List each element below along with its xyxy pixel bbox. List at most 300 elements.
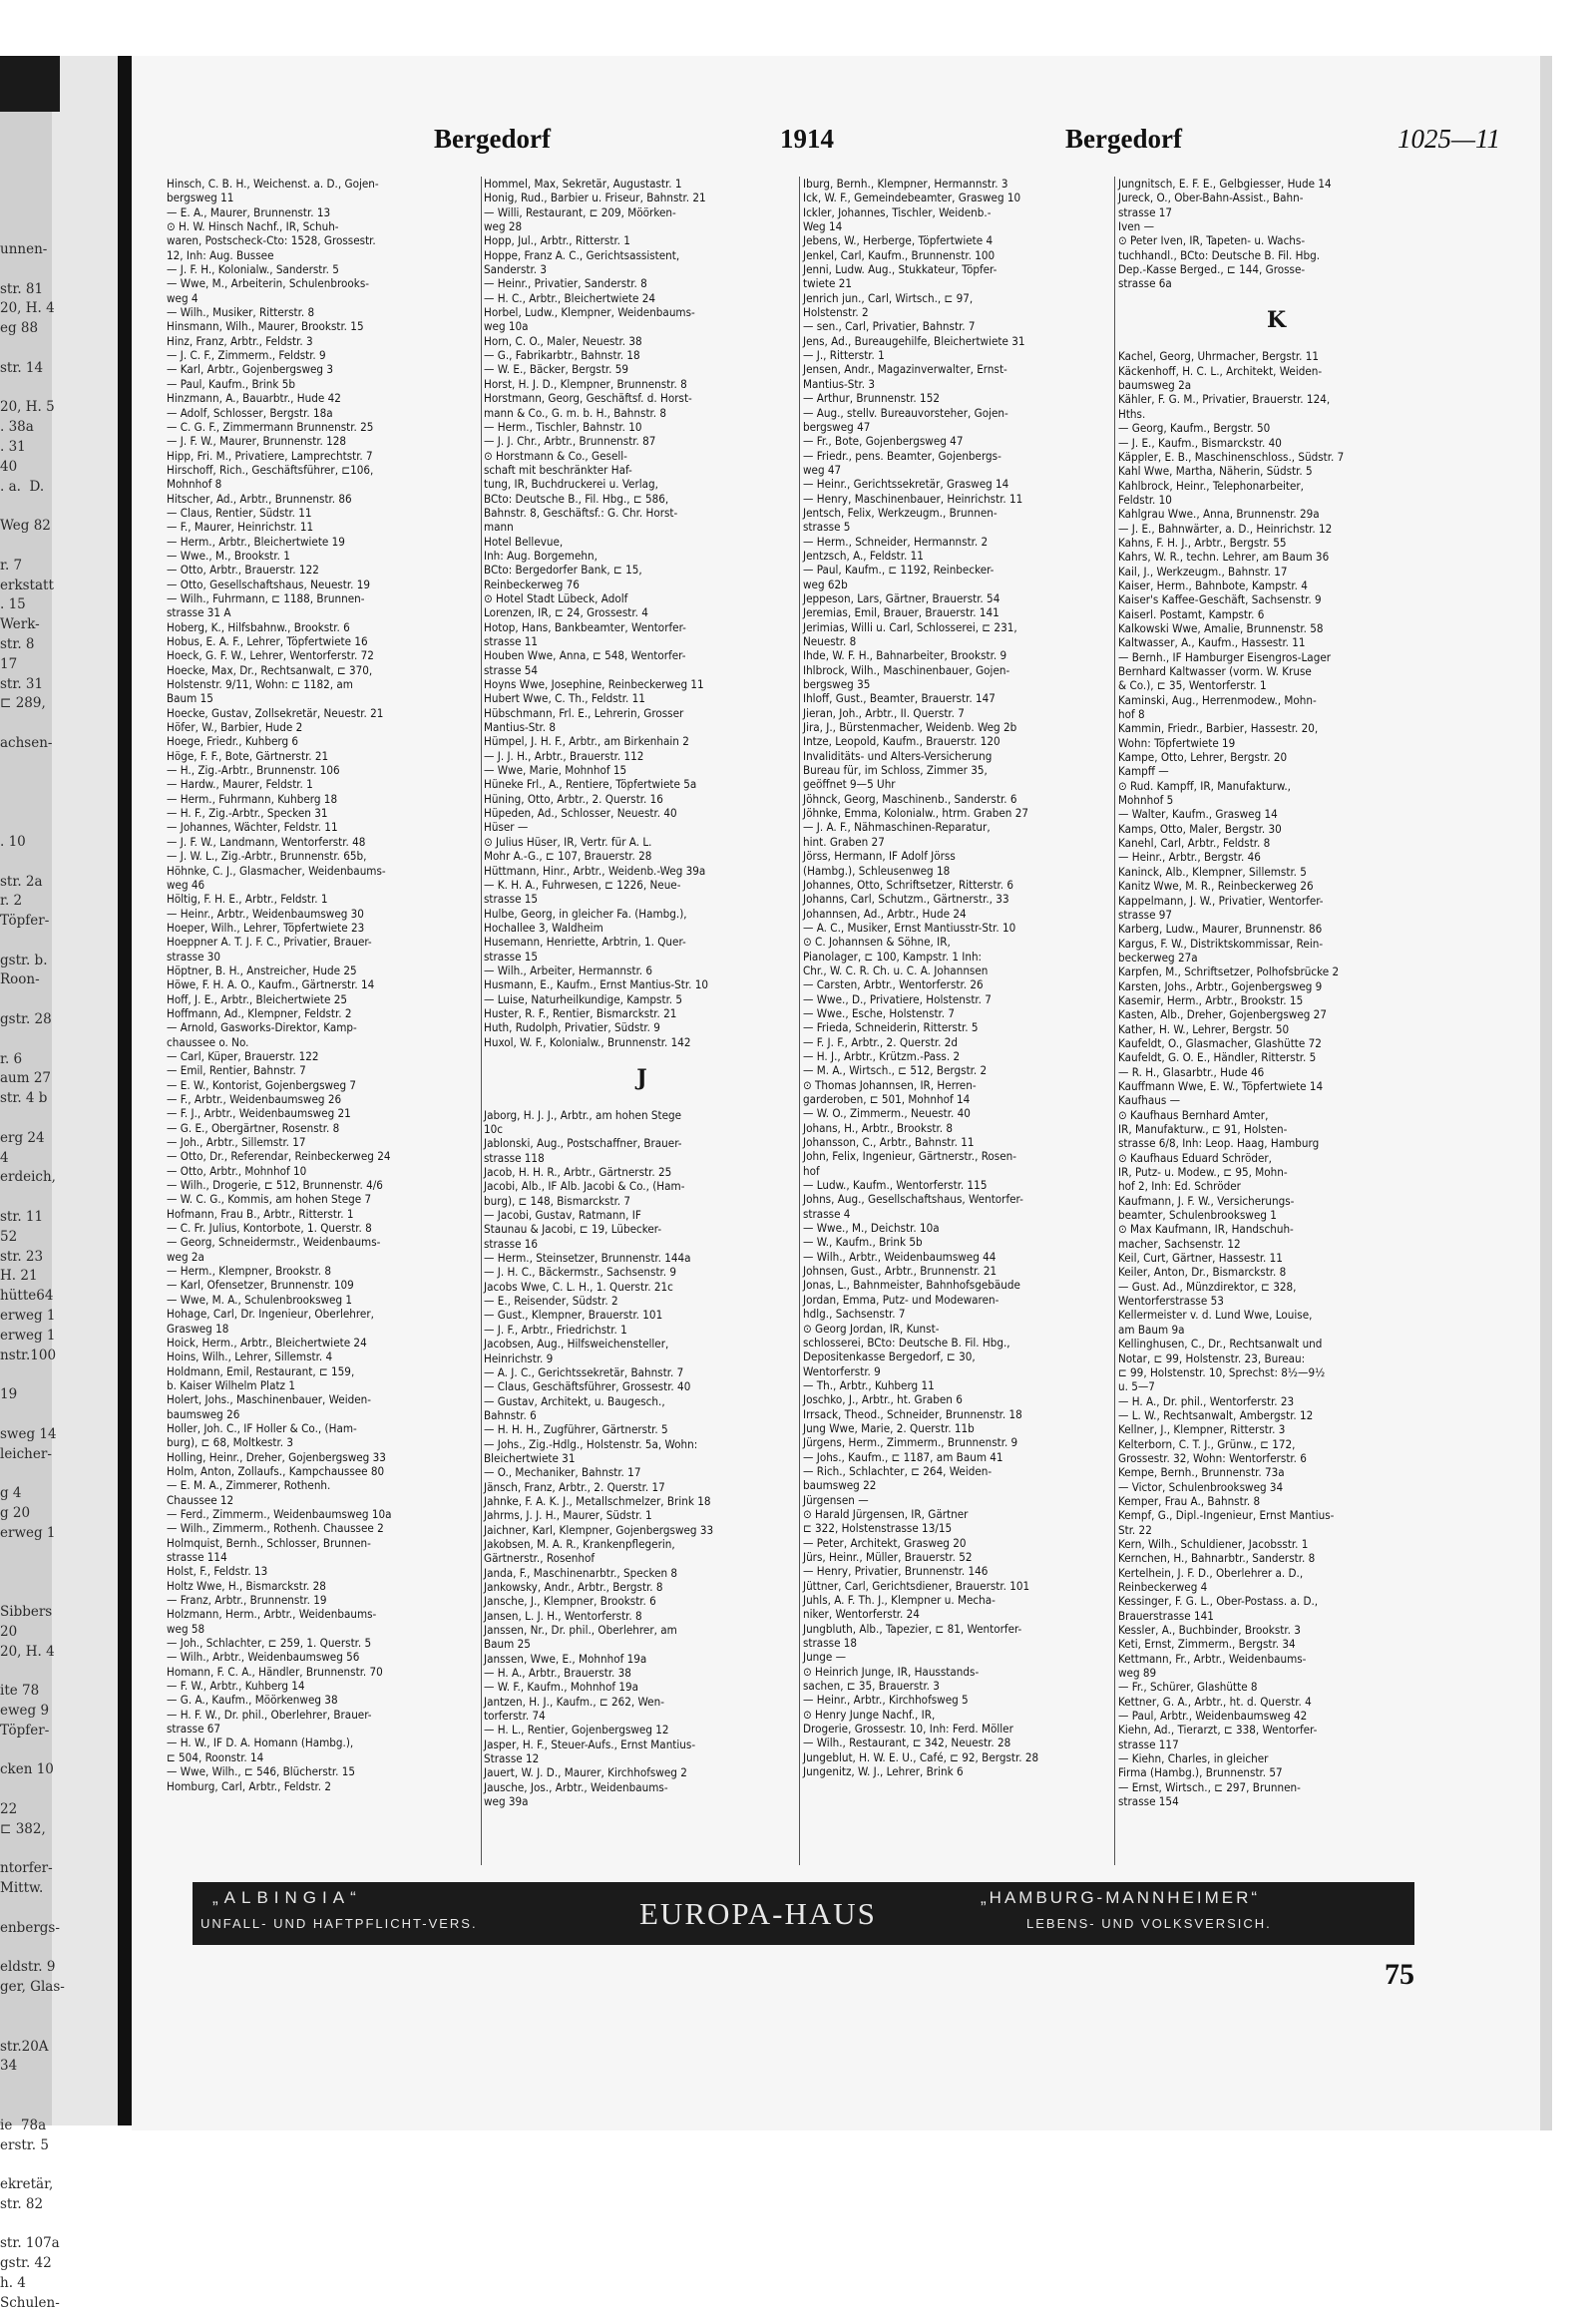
directory-entry-line: Kähler, F. G. M., Privatier, Brauerstr. 124,: [1118, 392, 1331, 407]
directory-entry-line: — Bernh., IF Hamburger Eisengros-Lager: [1118, 649, 1332, 664]
directory-entry-line: — J. F. W., Maurer, Brunnenstr. 128: [167, 434, 347, 449]
directory-entry-line: — Heinr., Arbtr., Weidenbaumsweg 30: [167, 906, 364, 921]
directory-entry-line: Husemann, Henriette, Arbtrin, 1. Quer-: [484, 935, 686, 950]
directory-entry-line: Depositenkasse Bergedorf, ⊏ 30,: [803, 1350, 976, 1364]
directory-entry-line: Höge, F. F., Bote, Gärtnerstr. 21: [167, 748, 329, 763]
left-page-line: [0, 1741, 60, 1761]
directory-entry-line: Honig, Rud., Barbier u. Friseur, Bahnstr. 21: [484, 191, 706, 205]
directory-entry-line: — O., Mechaniker, Bahnstr. 17: [484, 1465, 641, 1480]
directory-entry-line: — H. L., Rentier, Gojenbergsweg 12: [484, 1723, 669, 1737]
directory-entry-line: Ihloff, Gust., Beamter, Brauerstr. 147: [803, 691, 996, 706]
directory-entry-line: Janda, F., Maschinenarbtr., Specken 8: [484, 1565, 678, 1580]
directory-entry-line: Kaninck, Alb., Klempner, Sillemstr. 5: [1118, 864, 1307, 879]
directory-entry-line: — Wilh., Zimmerm., Rothenh. Chaussee 2: [167, 1521, 384, 1536]
directory-entry-line: — W. O., Zimmerm., Neuestr. 40: [803, 1106, 971, 1121]
directory-entry-line: Kasemir, Herm., Arbtr., Brookstr. 15: [1118, 992, 1304, 1007]
directory-entry-line: — Walter, Kaufm., Grasweg 14: [1118, 807, 1278, 822]
directory-entry-line: Hoecke, Max, Dr., Rechtsanwalt, ⊏ 370,: [167, 662, 373, 677]
directory-entry-line: — K. H. A., Fuhrwesen, ⊏ 1226, Neue-: [484, 877, 681, 892]
directory-entry-line: strasse 6a: [1118, 276, 1172, 291]
directory-entry-line: Hoppe, Franz A. C., Gerichtsassistent,: [484, 247, 680, 262]
directory-entry-line: — Ernst, Wirtsch., ⊏ 297, Brunnen-: [1118, 1779, 1301, 1794]
left-page-line: str. 81: [0, 280, 44, 297]
directory-entry-line: Bahnstr. 8, Geschäftsf.: G. Chr. Horst-: [484, 505, 678, 520]
directory-entry-line: weg 47: [803, 462, 842, 477]
left-page-line: str. 8: [0, 635, 35, 652]
directory-entry-line: Höptner, B. H., Anstreicher, Hude 25: [167, 963, 357, 977]
left-page-line: gstr. b.: [0, 952, 48, 968]
directory-entry-line: Jacob, H. H. R., Arbtr., Gärtnerstr. 25: [484, 1165, 672, 1180]
left-page-line: gstr. 42: [0, 2255, 52, 2272]
directory-entry-line: Jörss, Hermann, IF Adolf Jörss: [803, 849, 956, 864]
left-page-line: 34: [0, 2058, 18, 2075]
directory-entry-line: Horn, C. O., Maler, Neuestr. 38: [484, 333, 642, 348]
directory-entry-line: — Georg, Schneidermstr., Weidenbaums-: [167, 1235, 381, 1250]
directory-entry-line: — Arnold, Gasworks-Direktor, Kamp-: [167, 1020, 357, 1035]
directory-entry-line: Ickler, Johannes, Tischler, Weidenb.-: [803, 204, 992, 219]
directory-entry-line: Hoffmann, Ad., Klempner, Feldstr. 2: [167, 1005, 352, 1020]
directory-entry-line: Höfer, W., Barbier, Hude 2: [167, 720, 303, 735]
directory-entry-line: Wohn: Töpfertwiete 19: [1118, 735, 1236, 750]
directory-entry-line: Kaiser's Kaffee-Geschäft, Sachsenstr. 9: [1118, 592, 1322, 607]
directory-entry-line: — Herm., Arbtr., Bleichertwiete 19: [167, 534, 345, 549]
directory-entry-line: — Fr., Schürer, Glashütte 8: [1118, 1680, 1258, 1695]
directory-entry-line: Jens, Ad., Bureaugehilfe, Bleichertwiete 31: [803, 333, 1025, 348]
left-page-line: H. 21: [0, 1268, 38, 1285]
left-page-line: Sibbers: [0, 1603, 53, 1620]
directory-entry-line: ⊏ 504, Roonstr. 14: [167, 1749, 264, 1764]
left-page-line: [0, 339, 60, 359]
directory-entry-line: Jürs, Heinr., Müller, Brauerstr. 52: [803, 1550, 973, 1564]
directory-entry-line: Jungbluth, Alb., Tapezier, ⊏ 81, Wentorfer-: [803, 1621, 1022, 1636]
directory-entry-line: Junge —: [803, 1650, 847, 1665]
directory-entry-line: — J. E., Bahnwärter, a. D., Heinrichstr. 12: [1118, 521, 1333, 536]
left-page-line: ie 78a: [0, 2117, 47, 2133]
directory-entry-line: — F. J., Arbtr., Weidenbaumsweg 21: [167, 1106, 351, 1121]
directory-entry-line: — Franz, Arbtr., Brunnenstr. 19: [167, 1593, 327, 1608]
directory-entry-line: — Wilh., Drogerie, ⊏ 512, Brunnenstr. 4/6: [167, 1178, 383, 1193]
left-page-line: [0, 1030, 60, 1050]
directory-entry-line: Hoins, Wilh., Lehrer, Sillemstr. 4: [167, 1350, 333, 1364]
directory-entry-line: — Wwe., M., Brookstr. 1: [167, 548, 290, 563]
directory-entry-line: Johannsen, Ad., Arbtr., Hude 24: [803, 906, 967, 921]
directory-entry-line: Kasten, Alb., Dreher, Gojenbergsweg 27: [1118, 1007, 1327, 1022]
left-page-line: [0, 1840, 60, 1860]
left-page-line: [0, 1998, 60, 2018]
directory-entry-line: weg 39a: [484, 1794, 529, 1809]
left-page-line: aum 27: [0, 1070, 52, 1087]
directory-entry-line: strasse 15: [484, 892, 539, 907]
directory-entry-line: Johansson, C., Arbtr., Bahnstr. 11: [803, 1135, 975, 1150]
directory-entry-line: — Ferd., Zimmerm., Weidenbaumsweg 10a: [167, 1506, 392, 1521]
directory-entry-line: Jungenitz, W. J., Lehrer, Brink 6: [803, 1764, 964, 1779]
directory-entry-line: Kaiser, Herm., Bahnbote, Kampstr. 4: [1118, 578, 1308, 592]
directory-entry-line: Str. 22: [1118, 1522, 1152, 1537]
directory-entry-line: — Karl, Ofensetzer, Brunnenstr. 109: [167, 1278, 354, 1293]
directory-entry-line: Jeppeson, Lars, Gärtner, Brauerstr. 54: [803, 590, 1000, 605]
directory-entry-line: — Karl, Arbtr., Gojenbergsweg 3: [167, 362, 333, 377]
left-page-line: [0, 793, 60, 813]
directory-entry-line: Jentsch, Felix, Werkzeugm., Brunnen-: [803, 505, 998, 520]
directory-entry-line: Juhls, A. F. Th. J., Klempner u. Mecha-: [803, 1593, 996, 1608]
left-page-line: ekretär,: [0, 2176, 54, 2193]
directory-entry-line: Kahlgrau Wwe., Anna, Brunnenstr. 29a: [1118, 507, 1320, 522]
directory-entry-line: Horstmann, Georg, Geschäftsf. d. Horst-: [484, 391, 692, 406]
directory-entry-line: Feldstr. 10: [1118, 492, 1172, 507]
directory-entry-line: strasse 5: [803, 520, 851, 535]
directory-entry-line: Lorenzen, IR, ⊏ 24, Grossestr. 4: [484, 605, 648, 620]
directory-entry-line: — Henry, Privatier, Brunnenstr. 146: [803, 1564, 989, 1579]
left-page-line: [0, 2097, 60, 2117]
left-page-line: r. 2: [0, 893, 23, 910]
directory-entry-line: — Otto, Gesellschaftshaus, Neuestr. 19: [167, 577, 371, 591]
directory-entry-line: Käppler, E. B., Maschinenschloss., Südstr. 7: [1118, 449, 1345, 464]
left-page-line: [0, 1365, 60, 1385]
directory-entry-line: — G., Fabrikarbtr., Bahnstr. 18: [484, 348, 640, 363]
directory-entry-line: — Gust., Klempner, Brauerstr. 101: [484, 1308, 663, 1323]
directory-entry-line: ⊙ Harald Jürgensen, IR, Gärtner: [803, 1506, 969, 1521]
directory-entry-line: Höhnke, C. J., Glasmacher, Weidenbaums-: [167, 863, 386, 878]
directory-entry-line: Holzmann, Herm., Arbtr., Weidenbaums-: [167, 1607, 377, 1622]
directory-entry-line: Hoff, J. E., Arbtr., Bleichertwiete 25: [167, 991, 347, 1006]
directory-entry-line: Holst, F., Feldstr. 13: [167, 1564, 268, 1579]
directory-entry-line: Bureau für, im Schloss, Zimmer 35,: [803, 763, 988, 778]
directory-entry-line: Chr., W. C. R. Ch. u. C. A. Johannsen: [803, 963, 989, 977]
left-page-line: . 31: [0, 438, 26, 455]
directory-entry-line: Jänsch, Franz, Arbtr., 2. Querstr. 17: [484, 1479, 665, 1494]
directory-entry-line: Hübschmann, Frl. E., Lehrerin, Grosser: [484, 705, 684, 720]
directory-column-2: [484, 177, 800, 1809]
directory-entry-line: Johns, Aug., Gesellschaftshaus, Wentorfer-: [803, 1192, 1023, 1207]
left-page-line: [0, 2018, 60, 2038]
directory-entry-line: Hohage, Carl, Dr. Ingenieur, Oberlehrer,: [167, 1307, 374, 1322]
left-page-line: 19: [0, 1386, 18, 1403]
directory-entry-line: — Arthur, Brunnenstr. 152: [803, 391, 940, 406]
directory-entry-line: — J. H. C., Bäckermstr., Sachsenstr. 9: [484, 1265, 677, 1280]
left-page-line: str. 107a: [0, 2235, 60, 2252]
left-page-line: ite 78: [0, 1683, 40, 1700]
directory-entry-line: — H., Zig.-Arbtr., Brunnenstr. 106: [167, 763, 340, 778]
directory-entry-line: — Hardw., Maurer, Feldstr. 1: [167, 777, 313, 792]
directory-entry-line: — A. C., Musiker, Ernst Mantiusstr-Str. 10: [803, 920, 1016, 935]
directory-entry-line: Jasper, H. F., Steuer-Aufs., Ernst Mantius-: [484, 1736, 696, 1751]
directory-entry-line: Jablonski, Aug., Postschaffner, Brauer-: [484, 1136, 682, 1151]
directory-entry-line: Jacobi, Alb., IF Alb. Jacobi & Co., (Ham-: [484, 1179, 685, 1194]
directory-entry-line: — Wwe., M., Deichstr. 10a: [803, 1221, 940, 1236]
left-page-line: 4: [0, 1149, 9, 1166]
directory-entry-line: Hoeck, G. F. W., Lehrer, Wentorferstr. 72: [167, 648, 374, 663]
left-page-line: Mittw.: [0, 1880, 44, 1897]
directory-entry-line: Staunau & Jacobi, ⊏ 19, Lübecker-: [484, 1222, 662, 1237]
directory-entry-line: hof 8: [1118, 707, 1145, 722]
directory-entry-line: ⊙ Henry Junge Nachf., IR,: [803, 1707, 936, 1722]
directory-entry-line: — Wilh., Restaurant, ⊏ 342, Neuestr. 28: [803, 1736, 1011, 1750]
directory-entry-line: strasse 4: [803, 1206, 851, 1221]
directory-entry-line: — J. E., Kaufm., Bismarckstr. 40: [1118, 435, 1282, 450]
directory-entry-line: — Wwe., Esche, Holstenstr. 7: [803, 1005, 956, 1020]
directory-entry-line: Baum 25: [484, 1637, 531, 1652]
left-page-line: [0, 1464, 60, 1484]
directory-entry-line: Jentzsch, A., Feldstr. 11: [803, 548, 924, 563]
directory-entry-line: — Otto, Arbtr., Mohnhof 10: [167, 1163, 307, 1178]
directory-entry-line: Kertelhein, J. F. D., Oberlehrer a. D.,: [1118, 1565, 1304, 1580]
directory-entry-line: Kernchen, H., Bahnarbtr., Sanderstr. 8: [1118, 1551, 1316, 1566]
directory-entry-line: Strasse 12: [484, 1751, 540, 1766]
directory-entry-line: — W. F., Kaufm., Mohnhof 19a: [484, 1680, 639, 1695]
directory-entry-line: Kaufeldt, G. O. E., Händler, Ritterstr. 5: [1118, 1050, 1317, 1065]
directory-entry-line: strasse 30: [167, 949, 221, 964]
left-page-fragment: [0, 56, 118, 2311]
left-page-line: ntorfer-: [0, 1860, 53, 1877]
directory-entry-line: — Claus, Rentier, Südstr. 11: [167, 505, 312, 520]
directory-entry-line: — Friedr., pens. Beamter, Gojenbergs-: [803, 448, 1001, 463]
directory-entry-line: Jieran, Joh., Arbtr., II. Querstr. 7: [803, 705, 965, 720]
directory-entry-line: — Adolf, Schlosser, Bergstr. 18a: [167, 405, 333, 420]
directory-entry-line: — Aug., stellv. Bureauvorsteher, Gojen-: [803, 405, 1008, 420]
directory-entry-line: strasse 154: [1118, 1794, 1179, 1809]
directory-entry-line: twiete 21: [803, 276, 853, 291]
directory-entry-line: am Baum 9a: [1118, 1322, 1185, 1337]
directory-entry-line: Hoick, Herm., Arbtr., Bleichertwiete 24: [167, 1335, 367, 1350]
directory-entry-line: Kampe, Otto, Lehrer, Bergstr. 20: [1118, 750, 1288, 765]
left-page-line: erstr. 5: [0, 2136, 49, 2153]
directory-entry-line: Kaufhaus —: [1118, 1093, 1181, 1108]
directory-entry-line: — Heinr., Gerichtssekretär, Grasweg 14: [803, 477, 1009, 492]
left-page-line: . 38a: [0, 419, 34, 436]
directory-entry-line: schlosserei, BCto: Deutsche B. Fil. Hbg.,: [803, 1335, 1010, 1350]
directory-entry-line: — R. H., Glasarbtr., Hude 46: [1118, 1064, 1265, 1079]
directory-entry-line: Mohnhof 8: [167, 477, 222, 492]
directory-entry-line: — F. J. F., Arbtr., 2. Querstr. 2d: [803, 1034, 958, 1049]
left-page-line: [0, 1405, 60, 1425]
directory-entry-line: — Gustav, Architekt, u. Baugesch.,: [484, 1393, 665, 1408]
directory-entry-line: Hoeppner A. T. J. F. C., Privatier, Brauer-: [167, 935, 372, 950]
directory-entry-line: — Frieda, Schneiderin, Ritterstr. 5: [803, 1020, 979, 1035]
directory-entry-line: Karpfen, M., Schriftsetzer, Polhofsbrücke 2: [1118, 964, 1340, 979]
directory-entry-line: weg 4: [167, 290, 199, 305]
directory-entry-line: — Wilh., Fuhrmann, ⊏ 1188, Brunnen-: [167, 590, 365, 605]
left-page-line: 52: [0, 1228, 18, 1245]
directory-entry-line: Wentorferstrasse 53: [1118, 1294, 1224, 1309]
directory-entry-line: — Ludw., Kaufm., Wentorferstr. 115: [803, 1178, 988, 1193]
directory-entry-line: burg), ⊏ 148, Bismarckstr. 7: [484, 1193, 631, 1208]
left-page-line: [0, 1662, 60, 1682]
directory-entry-line: mann & Co., G. m. b. H., Bahnstr. 8: [484, 405, 667, 420]
directory-entry-line: Holling, Heinr., Dreher, Gojenbergsweg 33: [167, 1449, 386, 1464]
directory-entry-line: Jensen, Andr., Magazinverwalter, Ernst-: [803, 362, 1007, 377]
directory-entry-line: Keti, Ernst, Zimmerm., Bergstr. 34: [1118, 1637, 1296, 1652]
directory-entry-line: — F. W., Arbtr., Kuhberg 14: [167, 1679, 305, 1694]
directory-entry-line: J: [636, 1065, 647, 1092]
directory-entry-line: Jakobsen, M. A. R., Krankenpflegerin,: [484, 1536, 675, 1551]
left-page-line: [0, 1188, 60, 1208]
directory-entry-line: Hinzmann, A., Bauarbtr., Hude 42: [167, 391, 341, 406]
directory-entry-line: Jansen, L. J. H., Wentorferstr. 8: [484, 1608, 642, 1623]
directory-entry-line: & Co.), ⊏ 35, Wentorferstr. 1: [1118, 678, 1267, 693]
left-page-line: [0, 2077, 60, 2097]
directory-entry-line: — Johannes, Wächter, Feldstr. 11: [167, 820, 338, 835]
directory-entry-line: — G. A., Kaufm., Möörkenweg 38: [167, 1693, 338, 1708]
left-page-line: [0, 1899, 60, 1919]
directory-entry-line: Kappelmann, J. W., Privatier, Wentorfer-: [1118, 893, 1324, 908]
directory-entry-line: beamter, Schulenbrooksweg 1: [1118, 1208, 1277, 1223]
directory-entry-line: Horst, H. J. D., Klempner, Brunnenstr. 8: [484, 376, 687, 391]
directory-entry-line: Hoeper, Wilh., Lehrer, Töpfertwiete 23: [167, 920, 365, 935]
directory-entry-line: Kellinghusen, C., Dr., Rechtsanwalt und: [1118, 1337, 1323, 1351]
directory-entry-line: Kauffmann Wwe, E. W., Töpfertwiete 14: [1118, 1078, 1324, 1093]
directory-entry-line: ⊙ Rud. Kampff, IR, Manufakturw.,: [1118, 778, 1291, 793]
left-page-line: Werk-: [0, 616, 40, 633]
directory-entry-line: Weg 14: [803, 219, 843, 234]
left-page-line: Roon-: [0, 971, 40, 988]
directory-entry-line: Intze, Leopold, Kaufm., Brauerstr. 120: [803, 734, 1000, 749]
directory-entry-line: Hinsmann, Wilh., Maurer, Brookstr. 15: [167, 319, 364, 334]
left-page-line: [0, 932, 60, 952]
directory-entry-line: Kail, J., Werkzeugm., Bahnstr. 17: [1118, 564, 1288, 578]
directory-entry-line: Johannes, Otto, Schriftsetzer, Ritterstr. 6: [803, 877, 1014, 892]
left-page-line: hütte64: [0, 1288, 54, 1305]
directory-entry-line: Wentorferstr. 9: [803, 1363, 881, 1378]
directory-entry-line: — E., Reisender, Südstr. 2: [484, 1294, 618, 1309]
left-page-line: str. 14: [0, 359, 44, 376]
directory-entry-line: Keiler, Anton, Dr., Bismarckstr. 8: [1118, 1265, 1287, 1280]
directory-entry-line: Heinrichstr. 9: [484, 1350, 554, 1365]
directory-entry-line: — H. A., Dr. phil., Wentorferstr. 23: [1118, 1393, 1295, 1408]
directory-entry-line: — Luise, Naturheilkundige, Kampstr. 5: [484, 991, 683, 1006]
directory-entry-line: — Willi, Restaurant, ⊏ 209, Möörken-: [484, 204, 676, 219]
directory-entry-line: — W. C. G., Kommis, am hohen Stege 7: [167, 1192, 372, 1207]
directory-entry-line: — Wwe, Wilh., ⊏ 546, Blücherstr. 15: [167, 1764, 355, 1779]
directory-entry-line: — Heinr., Privatier, Sanderstr. 8: [484, 276, 647, 291]
directory-entry-line: b. Kaiser Wilhelm Platz 1: [167, 1377, 295, 1392]
directory-entry-line: — E. W., Kontorist, Gojenbergsweg 7: [167, 1077, 357, 1092]
left-page-line: [0, 990, 60, 1010]
left-page-line: Weg 82: [0, 518, 51, 535]
directory-entry-line: Iven —: [1118, 219, 1155, 234]
directory-entry-line: Kahns, F. H. J., Arbtr., Bergstr. 55: [1118, 535, 1287, 550]
directory-entry-line: Hoberg, K., Hilfsbahnw., Brookstr. 6: [167, 619, 350, 634]
directory-entry-line: — Herm., Fuhrmann, Kuhberg 18: [167, 791, 338, 806]
directory-entry-line: — H. A., Arbtr., Brauerstr. 38: [484, 1666, 631, 1681]
directory-entry-line: strasse 118: [484, 1150, 545, 1165]
directory-entry-line: Hobus, E. A. F., Lehrer, Töpfertwiete 16: [167, 634, 368, 648]
directory-entry-line: Hoecke, Gustav, Zollsekretär, Neuestr. 21: [167, 705, 384, 720]
directory-entry-line: Jenni, Ludw. Aug., Stukkateur, Töpfer-: [803, 262, 998, 277]
directory-entry-line: Johnsen, Gust., Arbtr., Brunnenstr. 21: [803, 1264, 998, 1279]
directory-entry-line: beckerweg 27a: [1118, 950, 1198, 964]
directory-entry-line: weg 10a: [484, 319, 529, 334]
directory-entry-line: — J. W. L., Zig.-Arbtr., Brunnenstr. 65b,: [167, 849, 367, 864]
directory-entry-line: Kahl Wwe, Martha, Näherin, Südstr. 5: [1118, 464, 1313, 479]
directory-entry-line: Holtz Wwe, H., Bismarckstr. 28: [167, 1578, 326, 1593]
directory-entry-line: Jankowsky, Andr., Arbtr., Bergstr. 8: [484, 1580, 663, 1594]
left-page-line: achsen-: [0, 734, 53, 751]
directory-entry-line: Pianolager, ⊏ 100, Kampstr. 1 Inh:: [803, 949, 983, 964]
left-page-line: [0, 774, 60, 794]
left-page-line: . 10: [0, 833, 26, 850]
directory-entry-line: Hitscher, Ad., Arbtr., Brunnenstr. 86: [167, 491, 352, 506]
directory-entry-line: — Wilh., Arbtr., Weidenbaumsweg 44: [803, 1249, 997, 1264]
left-page-line: leicher-: [0, 1445, 52, 1462]
directory-entry-line: chaussee o. No.: [167, 1034, 249, 1049]
directory-entry-line: niker, Wentorferstr. 24: [803, 1607, 920, 1622]
directory-entry-line: (Hambg.), Schleusenweg 18: [803, 863, 951, 878]
directory-entry-line: Homann, F. C. A., Händler, Brunnenstr. 70: [167, 1664, 383, 1679]
directory-entry-line: — Joh., Schlachter, ⊏ 259, 1. Querstr. 5: [167, 1636, 372, 1651]
directory-entry-line: Brauerstrasse 141: [1118, 1608, 1214, 1623]
left-page-line: str. 11: [0, 1209, 44, 1226]
left-page-line: 17: [0, 655, 18, 672]
directory-entry-line: strasse 11: [484, 634, 539, 648]
directory-entry-line: baumsweg 22: [803, 1478, 877, 1493]
header-year: 1914: [780, 124, 834, 154]
directory-entry-line: Huth, Rudolph, Privatier, Südstr. 9: [484, 1020, 660, 1035]
directory-entry-line: Drogerie, Grossestr. 10, Inh: Ferd. Möller: [803, 1722, 1013, 1736]
left-page-line: [0, 2215, 60, 2235]
left-page-line: g 4: [0, 1485, 22, 1502]
directory-entry-line: macher, Sachsenstr. 12: [1118, 1236, 1241, 1251]
directory-entry-line: waren, Postscheck-Cto: 1528, Grossestr.: [167, 233, 376, 248]
directory-entry-line: — Carsten, Arbtr., Wentorferstr. 26: [803, 977, 984, 992]
directory-entry-line: Jira, J., Bürstenmacher, Weidenb. Weg 2b: [803, 720, 1017, 735]
directory-entry-line: Holert, Johs., Maschinenbauer, Weiden-: [167, 1392, 372, 1407]
left-page-line: g 20: [0, 1505, 31, 1521]
directory-entry-line: weg 89: [1118, 1666, 1157, 1681]
directory-entry-line: [1118, 291, 1434, 305]
directory-entry-line: — W., Kaufm., Brink 5b: [803, 1235, 923, 1250]
directory-entry-line: Käckenhoff, H. C. L., Architekt, Weiden-: [1118, 363, 1323, 378]
directory-entry-line: — Fr., Bote, Gojenbergsweg 47: [803, 434, 964, 449]
directory-entry-line: strasse 18: [803, 1636, 858, 1651]
directory-entry-line: hint. Graben 27: [803, 834, 885, 849]
directory-entry-line: bergsweg 47: [803, 419, 871, 434]
directory-entry-line: IR, Putz- u. Modew., ⊏ 95, Mohn-: [1118, 1165, 1288, 1180]
directory-entry-line: Jenrich jun., Carl, Wirtsch., ⊏ 97,: [803, 290, 974, 305]
left-page-line: [0, 379, 60, 399]
directory-entry-line: Grasweg 18: [167, 1321, 229, 1336]
directory-column-3: [803, 177, 1119, 1779]
directory-entry-line: BCto: Deutsche B., Fil. Hbg., ⊏ 586,: [484, 491, 669, 506]
header-right-title: Bergedorf: [1065, 124, 1182, 154]
directory-entry-line: Kachel, Georg, Uhrmacher, Bergstr. 11: [1118, 349, 1319, 364]
directory-entry-line: Hulbe, Georg, in gleicher Fa. (Hambg.),: [484, 906, 687, 921]
directory-entry-line: — Wilh., Musiker, Ritterstr. 8: [167, 305, 315, 320]
directory-entry-line: — Gust. Ad., Münzdirektor, ⊏ 328,: [1118, 1279, 1297, 1294]
directory-entry-line: — Otto, Arbtr., Brauerstr. 122: [167, 563, 319, 578]
directory-entry-line: Kaiserl. Postamt, Kampstr. 6: [1118, 606, 1265, 621]
directory-entry-line: [1118, 335, 1434, 349]
directory-entry-line: — Wwe, Marie, Mohnhof 15: [484, 763, 627, 778]
directory-entry-line: Neuestr. 8: [803, 634, 857, 648]
directory-entry-line: u. 5—7: [1118, 1379, 1155, 1394]
directory-entry-line: — Heinr., Arbtr., Bergstr. 46: [1118, 850, 1261, 865]
directory-entry-line: ⊙ Kaufhaus Eduard Schröder,: [1118, 1150, 1272, 1165]
directory-entry-line: — Wilh., Arbeiter, Hermannstr. 6: [484, 963, 653, 977]
directory-entry-line: BCto: Bergedorfer Bank, ⊏ 15,: [484, 563, 642, 578]
directory-entry-line: Jürgensen —: [803, 1492, 869, 1507]
directory-entry-line: — H. F. W., Dr. phil., Oberlehrer, Brauer-: [167, 1707, 372, 1722]
directory-entry-line: — Wwe, M. A., Schulenbrooksweg 1: [167, 1292, 353, 1307]
directory-entry-line: Hüser —: [484, 820, 529, 835]
directory-entry-line: — Peter, Architekt, Grasweg 20: [803, 1535, 967, 1550]
directory-entry-line: Hinz, Franz, Arbtr., Feldstr. 3: [167, 333, 313, 348]
directory-entry-line: baumsweg 26: [167, 1406, 240, 1421]
left-page-line: eg 88: [0, 320, 39, 337]
directory-entry-line: Firma (Hambg.), Brunnenstr. 57: [1118, 1765, 1283, 1780]
directory-entry-line: hdlg., Sachsenstr. 7: [803, 1307, 906, 1322]
header-left-title: Bergedorf: [434, 124, 551, 154]
directory-entry-line: Jebens, W., Herberge, Töpfertwiete 4: [803, 233, 994, 248]
